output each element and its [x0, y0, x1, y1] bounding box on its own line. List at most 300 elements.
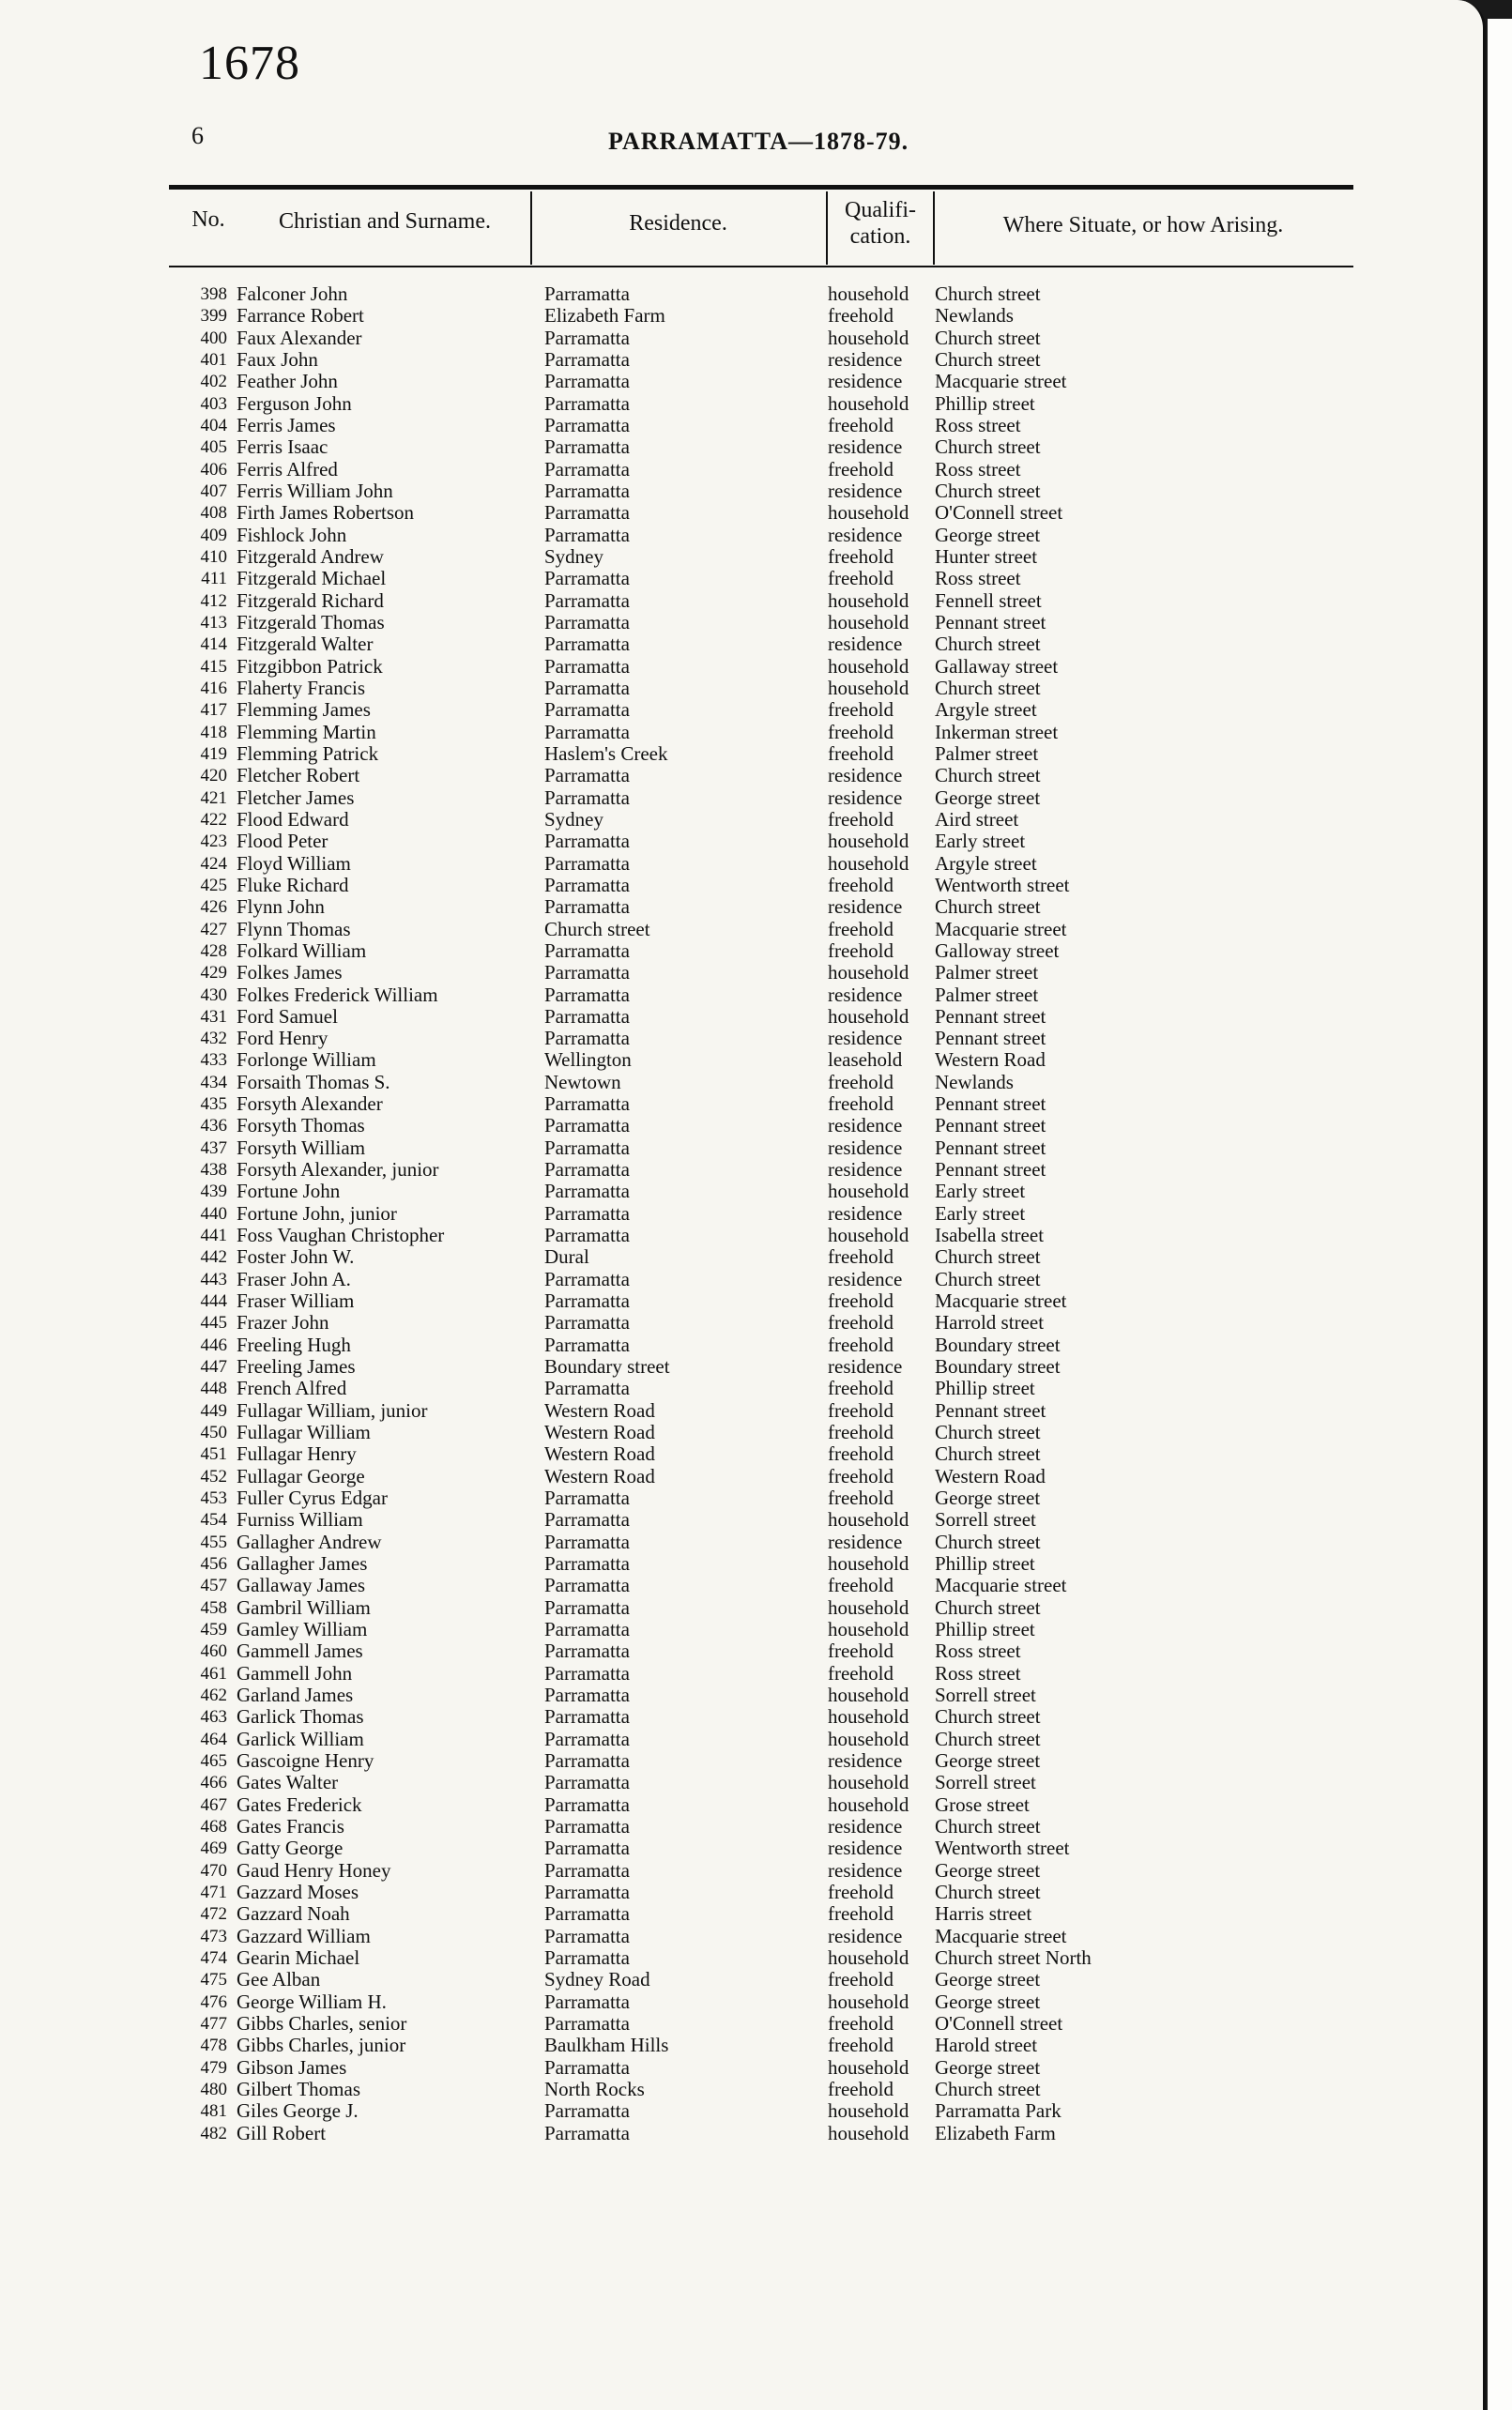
voter-name: French Alfred: [237, 1377, 347, 1400]
residence: Baulkham Hills: [544, 2034, 669, 2057]
property-location: Western Road: [935, 1048, 1046, 1072]
voter-name: Folkard William: [237, 938, 367, 962]
voter-name: Falconer John: [237, 282, 348, 305]
property-location: Isabella street: [935, 1224, 1045, 1247]
list-item: [0, 1729, 1483, 1750]
entry-number: 457: [200, 1576, 227, 1596]
residence: Sydney: [544, 807, 603, 831]
property-location: Pennant street: [935, 610, 1046, 633]
qualification: household: [828, 391, 909, 415]
entry-number: 431: [200, 1006, 227, 1027]
qualification: household: [828, 1792, 909, 1816]
voter-name: Fullagar George: [237, 1464, 365, 1487]
qualification-header-line1: Qualifi-: [845, 198, 916, 222]
residence: Parramatta: [544, 1858, 630, 1882]
property-location: Harris street: [935, 1902, 1032, 1926]
entry-number: 440: [200, 1203, 227, 1224]
voter-name: Ferris Alfred: [237, 457, 338, 480]
list-item: [0, 546, 1483, 568]
qualification: freehold: [828, 741, 893, 765]
list-item: [0, 502, 1483, 524]
entry-number: 475: [200, 1970, 227, 1991]
entry-number: 421: [200, 787, 227, 808]
entry-number: 419: [200, 743, 227, 764]
list-item: [0, 1159, 1483, 1181]
voter-name: Gibson James: [237, 2055, 347, 2079]
qualification: residence: [828, 347, 903, 371]
qualification-header-line2: cation.: [849, 224, 911, 249]
residence: Parramatta: [544, 1224, 630, 1247]
property-location: Aird street: [935, 807, 1019, 831]
list-item: [0, 2123, 1483, 2144]
property-location: Newlands: [935, 304, 1014, 328]
residence: Parramatta: [544, 2055, 630, 2079]
qualification: residence: [828, 983, 903, 1006]
entry-number: 424: [200, 853, 227, 874]
voter-name: Fraser William: [237, 1289, 355, 1313]
column-header-residence: Residence.: [629, 211, 727, 236]
residence: Parramatta: [544, 1945, 630, 1969]
column-header-qualification: [830, 197, 931, 250]
voter-name: Forsyth Alexander, junior: [237, 1158, 439, 1182]
residence: Parramatta: [544, 1136, 630, 1159]
entry-number: 456: [200, 1554, 227, 1575]
property-location: Inkerman street: [935, 720, 1059, 743]
voter-name: Gilbert Thomas: [237, 2077, 361, 2100]
voter-name: Fitzgerald Michael: [237, 567, 387, 590]
property-location: Hunter street: [935, 544, 1038, 568]
qualification: household: [828, 1727, 909, 1750]
residence: Parramatta: [544, 2099, 630, 2123]
list-item: [0, 1378, 1483, 1399]
qualification: freehold: [828, 938, 893, 962]
voter-name: Gates Frederick: [237, 1792, 362, 1816]
entry-number: 481: [200, 2101, 227, 2122]
qualification: freehold: [828, 1398, 893, 1422]
residence: Newtown: [544, 1070, 621, 1093]
entry-number: 403: [200, 393, 227, 414]
entry-number: 445: [200, 1313, 227, 1334]
property-location: Elizabeth Farm: [935, 2121, 1056, 2144]
column-header-no: No.: [191, 207, 225, 232]
qualification: residence: [828, 1858, 903, 1882]
voter-name: George William H.: [237, 1990, 387, 2013]
residence: Parramatta: [544, 1004, 630, 1028]
voter-name: Giles George J.: [237, 2099, 359, 2123]
property-location: Pennant street: [935, 1398, 1046, 1422]
property-location: Pennant street: [935, 1004, 1046, 1028]
property-location: Church street: [935, 1267, 1041, 1290]
property-location: Fennell street: [935, 588, 1042, 612]
voter-name: Frazer John: [237, 1311, 329, 1335]
residence: Boundary street: [544, 1355, 670, 1379]
voter-name: Flood Peter: [237, 830, 328, 853]
qualification: residence: [828, 1201, 903, 1225]
header-bottom-rule: [169, 266, 1353, 267]
qualification: residence: [828, 523, 903, 546]
entry-number: 451: [200, 1444, 227, 1465]
voter-name: Folkes Frederick William: [237, 983, 438, 1006]
entry-number: 422: [200, 809, 227, 830]
list-item: [0, 568, 1483, 589]
voter-name: Forsyth William: [237, 1136, 366, 1159]
qualification: household: [828, 1945, 909, 1969]
voter-name: Garland James: [237, 1684, 354, 1706]
property-location: Grose street: [935, 1792, 1030, 1816]
entry-number: 414: [200, 634, 227, 655]
voter-name: Fullagar William, junior: [237, 1398, 428, 1422]
qualification: residence: [828, 1355, 903, 1379]
residence: Parramatta: [544, 1814, 630, 1838]
qualification: household: [828, 1990, 909, 2013]
property-location: Church street: [935, 764, 1041, 787]
qualification: freehold: [828, 1574, 893, 1597]
voter-name: Fitzgerald Walter: [237, 633, 374, 656]
qualification: residence: [828, 764, 903, 787]
residence: Elizabeth Farm: [544, 304, 665, 328]
residence: Church street: [544, 917, 650, 940]
residence: Parramatta: [544, 1377, 630, 1400]
property-location: Galloway street: [935, 938, 1060, 962]
entry-number: 418: [200, 722, 227, 742]
list-item: [0, 656, 1483, 678]
residence: Parramatta: [544, 1574, 630, 1597]
list-item: [0, 2079, 1483, 2100]
property-location: Palmer street: [935, 983, 1039, 1006]
property-location: Church street: [935, 1595, 1041, 1619]
list-item: [0, 2035, 1483, 2056]
entry-number: 460: [200, 1641, 227, 1662]
property-location: George street: [935, 1748, 1041, 1772]
property-location: Wentworth street: [935, 1837, 1070, 1860]
list-item: [0, 1532, 1483, 1553]
entry-number: 412: [200, 590, 227, 611]
column-header-name: Christian and Surname.: [279, 209, 491, 234]
entry-number: 482: [200, 2123, 227, 2143]
entry-number: 477: [200, 2013, 227, 2034]
residence: Parramatta: [544, 370, 630, 393]
voter-name: Garlick William: [237, 1727, 364, 1750]
property-location: Macquarie street: [935, 1924, 1067, 1947]
column-divider: [530, 191, 532, 265]
voter-name: Fletcher James: [237, 786, 355, 809]
folio-stamp: 1678: [199, 37, 300, 90]
voter-name: Forsaith Thomas S.: [237, 1070, 390, 1093]
residence: Parramatta: [544, 501, 630, 525]
qualification: freehold: [828, 1311, 893, 1335]
voter-name: Ferris Isaac: [237, 435, 328, 459]
entry-number: 462: [200, 1685, 227, 1705]
residence: Parramatta: [544, 1837, 630, 1860]
list-item: [0, 1203, 1483, 1225]
entry-number: 439: [200, 1182, 227, 1202]
entry-number: 449: [200, 1400, 227, 1421]
list-item: [0, 1049, 1483, 1071]
qualification: freehold: [828, 720, 893, 743]
qualification: residence: [828, 895, 903, 919]
voter-name: Gearin Michael: [237, 1945, 360, 1969]
property-location: O'Connell street: [935, 501, 1063, 525]
residence: Parramatta: [544, 1902, 630, 1926]
residence: Parramatta: [544, 435, 630, 459]
qualification: residence: [828, 370, 903, 393]
property-location: Argyle street: [935, 851, 1037, 875]
voter-name: Forsyth Thomas: [237, 1114, 365, 1137]
header-top-rule: [169, 185, 1353, 190]
voter-name: Fortune John, junior: [237, 1201, 397, 1225]
voter-name: Fitzgerald Richard: [237, 588, 384, 612]
entry-number: 400: [200, 328, 227, 348]
residence: Parramatta: [544, 1289, 630, 1313]
property-location: Church street: [935, 282, 1041, 305]
qualification: household: [828, 1705, 909, 1729]
voter-name: Gibbs Charles, junior: [237, 2034, 406, 2057]
list-item: [0, 1487, 1483, 1509]
voter-name: Foster John W.: [237, 1245, 355, 1269]
qualification: household: [828, 851, 909, 875]
list-item: [0, 1181, 1483, 1202]
residence: Parramatta: [544, 2121, 630, 2144]
qualification: residence: [828, 1158, 903, 1182]
list-item: [0, 1115, 1483, 1136]
voter-name: Flynn Thomas: [237, 917, 351, 940]
voter-name: Gazzard Moses: [237, 1880, 359, 1903]
residence: Parramatta: [544, 720, 630, 743]
list-item: [0, 809, 1483, 831]
entry-number: 426: [200, 897, 227, 918]
voter-name: Faux John: [237, 347, 318, 371]
qualification: household: [828, 654, 909, 678]
property-location: Church street: [935, 1245, 1041, 1269]
qualification: freehold: [828, 807, 893, 831]
qualification: freehold: [828, 1487, 893, 1510]
residence: Parramatta: [544, 873, 630, 896]
voter-name: Fishlock John: [237, 523, 347, 546]
property-location: Church street: [935, 1442, 1041, 1466]
qualification: residence: [828, 1267, 903, 1290]
property-location: Church street: [935, 479, 1041, 502]
list-item: [0, 1750, 1483, 1772]
property-location: Phillip street: [935, 1552, 1035, 1576]
list-item: [0, 1400, 1483, 1422]
entry-number: 446: [200, 1335, 227, 1355]
residence: Parramatta: [544, 698, 630, 722]
entry-number: 409: [200, 525, 227, 545]
list-item: [0, 328, 1483, 349]
list-item: [0, 1312, 1483, 1334]
entry-number: 444: [200, 1291, 227, 1312]
residence: Parramatta: [544, 1092, 630, 1116]
property-location: George street: [935, 786, 1041, 809]
entry-number: 408: [200, 503, 227, 524]
residence: Parramatta: [544, 1114, 630, 1137]
list-item: [0, 436, 1483, 458]
entry-number: 467: [200, 1794, 227, 1815]
list-item: [0, 1903, 1483, 1925]
column-divider: [826, 191, 828, 265]
voter-name: Fitzgibbon Patrick: [237, 654, 383, 678]
qualification: household: [828, 2055, 909, 2079]
list-item: [0, 1093, 1483, 1115]
property-location: Phillip street: [935, 391, 1035, 415]
voter-name: Gaud Henry Honey: [237, 1858, 391, 1882]
residence: Parramatta: [544, 1990, 630, 2013]
residence: Parramatta: [544, 938, 630, 962]
entry-number: 448: [200, 1379, 227, 1399]
property-location: George street: [935, 1858, 1041, 1882]
qualification: household: [828, 501, 909, 525]
voter-name: Freeling James: [237, 1355, 356, 1379]
residence: Parramatta: [544, 1333, 630, 1356]
voter-name: Ford Henry: [237, 1027, 328, 1050]
property-location: Ross street: [935, 567, 1021, 590]
entry-number: 463: [200, 1707, 227, 1728]
property-location: Ross street: [935, 457, 1021, 480]
voter-name: Flaherty Francis: [237, 676, 366, 699]
residence: Parramatta: [544, 347, 630, 371]
voter-name: Flynn John: [237, 895, 325, 919]
list-item: [0, 875, 1483, 896]
voter-name: Gill Robert: [237, 2121, 327, 2144]
list-item: [0, 1619, 1483, 1640]
list-item: [0, 415, 1483, 436]
qualification: household: [828, 1552, 909, 1576]
qualification: household: [828, 282, 909, 305]
residence: Parramatta: [544, 1487, 630, 1510]
qualification: freehold: [828, 2077, 893, 2100]
list-item: [0, 1882, 1483, 1903]
qualification: freehold: [828, 1661, 893, 1685]
list-item: [0, 1137, 1483, 1159]
entry-number: 425: [200, 875, 227, 895]
voter-name: Floyd William: [237, 851, 351, 875]
list-item: [0, 1816, 1483, 1838]
qualification: household: [828, 1224, 909, 1247]
entry-number: 441: [200, 1226, 227, 1246]
entry-number: 430: [200, 984, 227, 1005]
voter-name: Farrance Robert: [237, 304, 364, 328]
list-item: [0, 393, 1483, 415]
list-item: [0, 1225, 1483, 1246]
residence: Parramatta: [544, 523, 630, 546]
entry-number: 432: [200, 1029, 227, 1049]
entry-number: 468: [200, 1816, 227, 1837]
residence: Western Road: [544, 1442, 655, 1466]
qualification: residence: [828, 1530, 903, 1553]
qualification: freehold: [828, 1968, 893, 1991]
qualification: freehold: [828, 457, 893, 480]
residence: Haslem's Creek: [544, 741, 668, 765]
list-item: [0, 1290, 1483, 1312]
voter-name: Fuller Cyrus Edgar: [237, 1487, 388, 1510]
property-location: Ross street: [935, 1661, 1021, 1685]
entry-number: 436: [200, 1116, 227, 1136]
property-location: Early street: [935, 1201, 1026, 1225]
property-location: Boundary street: [935, 1355, 1061, 1379]
list-item: [0, 896, 1483, 918]
property-location: Boundary street: [935, 1333, 1061, 1356]
residence: Parramatta: [544, 326, 630, 349]
entry-number: 471: [200, 1882, 227, 1902]
property-location: George street: [935, 523, 1041, 546]
voter-name: Gallagher James: [237, 1552, 368, 1576]
list-item: [0, 722, 1483, 743]
property-location: Wentworth street: [935, 873, 1070, 896]
list-item: [0, 633, 1483, 655]
residence: Parramatta: [544, 1267, 630, 1290]
column-header-where: Where Situate, or how Arising.: [1002, 213, 1284, 237]
list-item: [0, 1028, 1483, 1049]
entry-number: 428: [200, 940, 227, 961]
list-item: [0, 1466, 1483, 1487]
list-item: [0, 1072, 1483, 1093]
list-item: [0, 2057, 1483, 2079]
qualification: household: [828, 1180, 909, 1203]
qualification: freehold: [828, 2034, 893, 2057]
residence: Parramatta: [544, 895, 630, 919]
residence: Sydney Road: [544, 1968, 650, 1991]
qualification: household: [828, 961, 909, 984]
qualification: household: [828, 1508, 909, 1532]
list-item: [0, 590, 1483, 612]
residence: Parramatta: [544, 1508, 630, 1532]
voter-name: Gammell John: [237, 1661, 353, 1685]
voter-name: Fortune John: [237, 1180, 341, 1203]
qualification: residence: [828, 1027, 903, 1050]
qualification: freehold: [828, 304, 893, 328]
property-location: George street: [935, 1968, 1041, 1991]
residence: Parramatta: [544, 1748, 630, 1772]
entry-number: 442: [200, 1247, 227, 1268]
property-location: Church street: [935, 347, 1041, 371]
list-item: [0, 1246, 1483, 1268]
voter-name: Gamley William: [237, 1618, 368, 1641]
qualification: freehold: [828, 1640, 893, 1663]
residence: Western Road: [544, 1464, 655, 1487]
property-location: Gallaway street: [935, 654, 1059, 678]
voter-name: Fullagar Henry: [237, 1442, 357, 1466]
residence: Parramatta: [544, 1880, 630, 1903]
list-item: [0, 1422, 1483, 1443]
qualification: freehold: [828, 413, 893, 436]
voter-name: Fitzgerald Thomas: [237, 610, 385, 633]
qualification: household: [828, 610, 909, 633]
qualification: household: [828, 1771, 909, 1794]
qualification: freehold: [828, 917, 893, 940]
entry-number: 458: [200, 1597, 227, 1618]
qualification: residence: [828, 786, 903, 809]
list-item: [0, 787, 1483, 809]
voter-name: Forsyth Alexander: [237, 1092, 383, 1116]
entry-number: 420: [200, 766, 227, 786]
list-item: [0, 1640, 1483, 1662]
property-location: Pennant street: [935, 1158, 1046, 1182]
residence: Parramatta: [544, 654, 630, 678]
list-item: [0, 1926, 1483, 1947]
electoral-roll-list: [0, 283, 1483, 2144]
qualification: residence: [828, 1114, 903, 1137]
property-location: Phillip street: [935, 1618, 1035, 1641]
entry-number: 398: [200, 284, 227, 304]
property-location: Church street: [935, 1705, 1041, 1729]
entry-number: 473: [200, 1926, 227, 1946]
voter-name: Gates Francis: [237, 1814, 344, 1838]
residence: Parramatta: [544, 1201, 630, 1225]
property-location: Harrold street: [935, 1311, 1045, 1335]
residence: Parramatta: [544, 1552, 630, 1576]
property-location: Pennant street: [935, 1136, 1046, 1159]
residence: Parramatta: [544, 830, 630, 853]
